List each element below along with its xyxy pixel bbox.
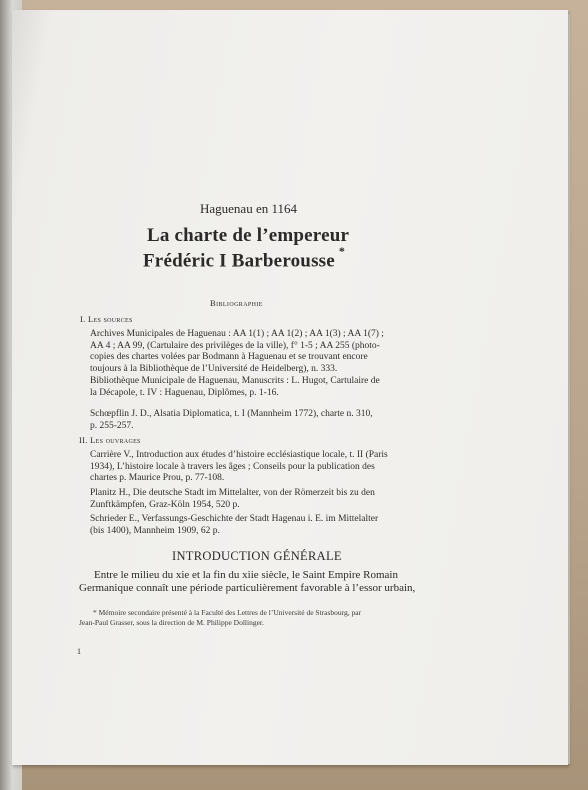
- title-line-2: [143, 244, 346, 272]
- section-heading-sources: I. Les sources: [80, 314, 133, 324]
- page-number: 1: [77, 647, 81, 656]
- entry-line: p. 255-257.: [90, 420, 134, 431]
- body-text-line: Entre le milieu du xie et la fin du xiie siècle, le Saint Empire Romain: [94, 569, 398, 581]
- title-line-2-text: Frédéric I Barberousse: [143, 250, 335, 272]
- section-heading-works: II. Les ouvrages: [79, 435, 141, 445]
- entry-line: Schrieder E., Verfassungs-Geschichte der Stadt Hagenau i. E. im Mittelalter: [90, 514, 379, 524]
- entry-line: (bis 1400), Mannheim 1909, 62 p.: [90, 525, 220, 536]
- introduction-heading: INTRODUCTION GÉNÉRALE: [172, 549, 342, 563]
- body-text-line: Germanique connaît une période particulièrement favorable à l’essor urbain,: [79, 582, 416, 594]
- footnote-line: * Mémoire secondaire présenté à la Faculté des Lettres de l’Université de Strasbourg, par: [93, 608, 362, 617]
- footnote: [79, 608, 361, 627]
- bibliography-entry: [90, 329, 384, 375]
- entry-line: AA 4 ; AA 99, (Cartulaire des privilèges de la ville), f° 1-5 ; AA 255 (photo-: [90, 340, 380, 351]
- entry-line: Carrière V., Introduction aux études d’histoire ecclésiastique locale, t. II (Paris: [90, 450, 388, 460]
- entry-line: 1934), L’histoire locale à travers les âges ; Conseils pour la publication des: [90, 461, 375, 472]
- entry-line: Schœpflin J. D., Alsatia Diplomatica, t. I (Mannheim 1772), charte n. 310,: [90, 409, 373, 419]
- title-footnote-mark: *: [338, 244, 346, 258]
- entry-line: Zunftkämpfen, Graz-Köln 1954, 520 p.: [90, 499, 240, 510]
- bibliography-entry: [90, 488, 375, 511]
- title-line-1: La charte de l’empereur: [147, 225, 350, 246]
- entry-line: copies des chartes volées par Bodmann à Haguenau et se trouvant encore: [90, 352, 368, 362]
- bibliography-entry: [90, 450, 388, 485]
- bibliography-heading: Bibliographie: [210, 298, 263, 308]
- bibliography-entry: [90, 409, 373, 432]
- bibliography-entry: [90, 514, 378, 537]
- footnote-line: Jean-Paul Grasser, sous la direction de M. Philippe Dollinger.: [79, 617, 264, 627]
- bibliography-entry: [90, 376, 380, 399]
- entry-line: Planitz H., Die deutsche Stadt im Mittelalter, von der Römerzeit bis zu den: [90, 488, 375, 498]
- entry-line: Archives Municipales de Haguenau : AA 1(1) ; AA 1(2) ; AA 1(3) ; AA 1(7) ;: [90, 329, 384, 339]
- entry-line: toujours à la Bibliothèque de l’Université de Heidelberg), n. 333.: [90, 363, 338, 374]
- entry-line: Bibliothèque Municipale de Haguenau, Manuscrits : L. Hugot, Cartulaire de: [90, 376, 380, 386]
- page-kicker: Haguenau en 1164: [200, 201, 297, 216]
- entry-line: la Décapole, t. IV : Haguenau, Diplômes, p. 1-16.: [90, 387, 279, 398]
- entry-line: chartes p. Maurice Prou, p. 77-108.: [90, 473, 225, 483]
